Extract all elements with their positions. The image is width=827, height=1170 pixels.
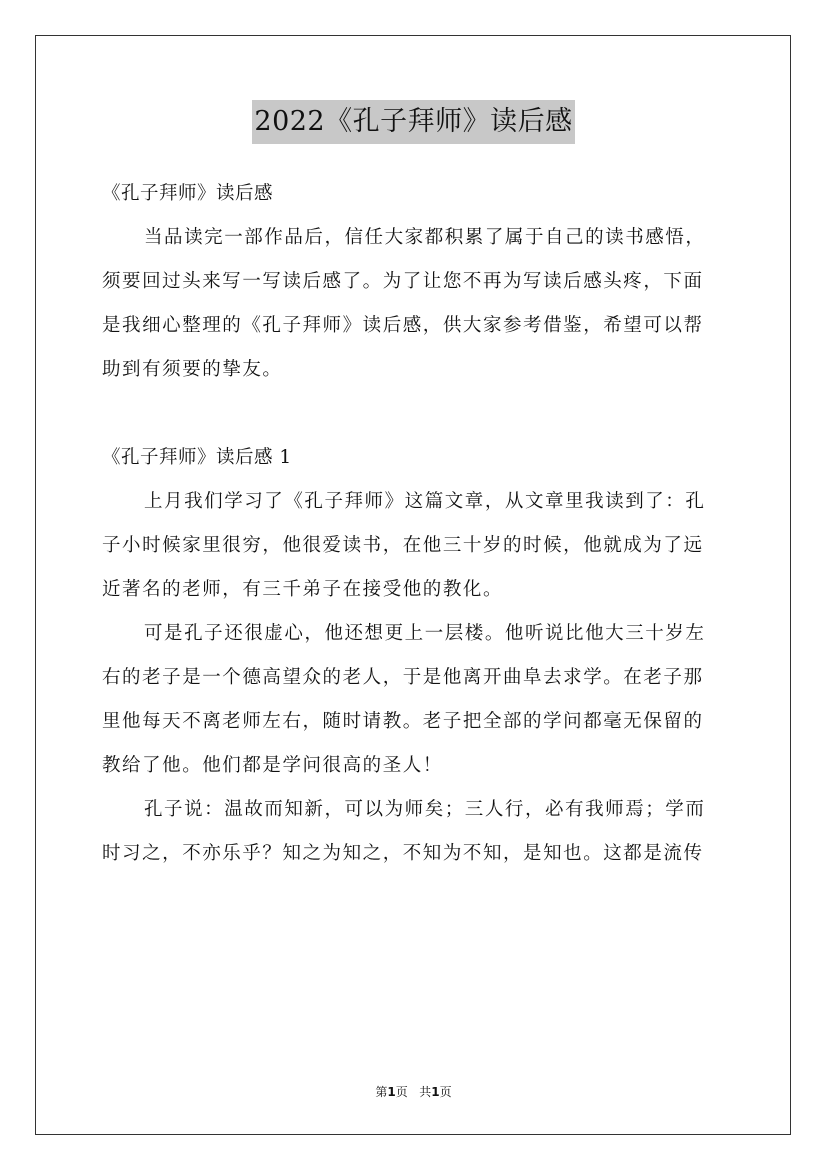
paragraph-3 xyxy=(102,788,726,876)
paragraph-line: 孔子说：温故而知新，可以为师矣；三人行，必有我师焉；学而 xyxy=(144,799,706,820)
document-body xyxy=(102,172,726,876)
title-container xyxy=(0,100,827,144)
page-number: 1 xyxy=(387,1085,396,1099)
paragraph-line: 近著名的老师，有三千弟子在接受他的教化。 xyxy=(102,579,504,600)
total-number: 1 xyxy=(431,1085,440,1099)
paragraph-1 xyxy=(102,480,726,612)
document-title: 2022《孔子拜师》读后感 xyxy=(252,100,574,144)
document-subtitle: 《孔子拜师》读后感 xyxy=(102,183,274,204)
paragraph-line: 须要回过头来写一写读后感了。为了让您不再为写读后感头疼，下面 xyxy=(102,271,704,292)
page-footer xyxy=(0,1083,827,1100)
paragraph-line: 时习之，不亦乐乎？知之为知之，不知为不知，是知也。这都是流传 xyxy=(102,843,704,864)
paragraph-line: 可是孔子还很虚心，他还想更上一层楼。他听说比他大三十岁左 xyxy=(144,623,706,644)
paragraph-line: 是我细心整理的《孔子拜师》读后感，供大家参考借鉴，希望可以帮 xyxy=(102,315,704,336)
paragraph-line: 助到有须要的挚友。 xyxy=(102,359,283,380)
page-label: 第 xyxy=(375,1085,388,1099)
page-unit: 页 xyxy=(395,1085,408,1099)
paragraph-line: 上月我们学习了《孔子拜师》这篇文章，从文章里我读到了：孔 xyxy=(144,491,706,512)
paragraph-line: 教给了他。他们都是学问很高的圣人！ xyxy=(102,755,443,776)
section-heading: 《孔子拜师》读后感 1 xyxy=(102,447,292,468)
total-label: 共 xyxy=(419,1085,432,1099)
paragraph-line: 当品读完一部作品后，信任大家都积累了属于自己的读书感悟， xyxy=(144,227,706,248)
intro-paragraph xyxy=(102,216,726,392)
paragraph-line: 子小时候家里很穷，他很爱读书，在他三十岁的时候，他就成为了远 xyxy=(102,535,704,556)
spacer xyxy=(102,392,726,436)
paragraph-line: 里他每天不离老师左右，随时请教。老子把全部的学问都毫无保留的 xyxy=(102,711,704,732)
paragraph-2 xyxy=(102,612,726,788)
total-unit: 页 xyxy=(439,1085,452,1099)
paragraph-line: 右的老子是一个德高望众的老人，于是他离开曲阜去求学。在老子那 xyxy=(102,667,704,688)
